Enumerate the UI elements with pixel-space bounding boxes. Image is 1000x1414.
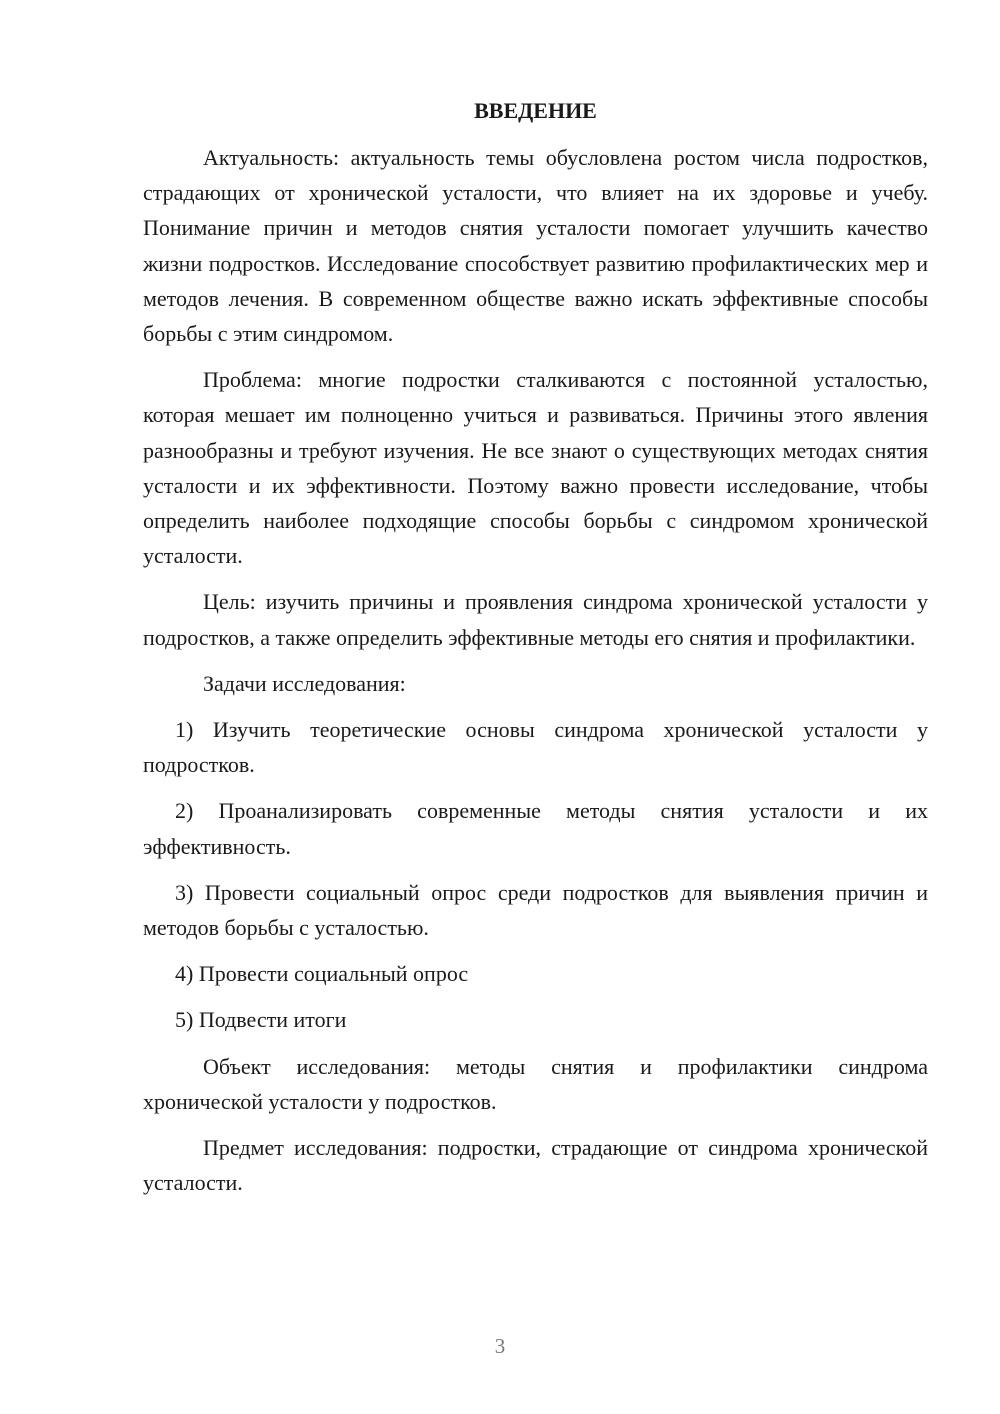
task-text: Изучить теоретические основы синдрома хронической усталости у подростков. <box>143 717 929 778</box>
task-item-3 <box>143 875 928 945</box>
problem-paragraph: Проблема: многие подростки сталкиваются с постоянной усталостью, которая мешает им полноценно учиться и развиваться. Причины этого явления разнообразны и требуют изучения. Не все знают о существующих методах снятия усталости и их эффективности. Поэтому важно провести исследование, чтобы определить наиболее подходящие способы борьбы с синдромом хронической усталости. <box>143 367 928 569</box>
task-number: 4) <box>175 961 194 987</box>
object-paragraph: Объект исследования: методы снятия и профилактики синдрома хронической усталости у подростков. <box>143 1053 928 1114</box>
tasks-heading: Задачи исследования: <box>203 670 406 696</box>
task-number: 2) <box>175 798 194 824</box>
page-title: ВВЕДЕНИЕ <box>474 98 597 123</box>
task-item-1 <box>143 712 928 782</box>
task-item-5 <box>143 1002 928 1037</box>
page-number: 3 <box>494 1334 506 1358</box>
task-text: Подвести итоги <box>198 1007 347 1033</box>
task-text: Провести социальный опрос среди подростков для выявления причин и методов борьбы с усталостью. <box>143 879 928 941</box>
task-text: Проанализировать современные методы снятия усталости и их эффективность. <box>143 798 928 859</box>
task-item-4 <box>143 956 928 991</box>
task-item-2 <box>143 793 928 863</box>
task-text: Провести социальный опрос <box>198 961 469 987</box>
subject-paragraph: Предмет исследования: подростки, страдающие от синдрома хронической усталости. <box>143 1135 928 1196</box>
task-number: 5) <box>175 1007 194 1033</box>
goal-paragraph: Цель: изучить причины и проявления синдрома хронической усталости у подростков, а также определить эффективные методы его снятия и профилактики. <box>143 589 928 650</box>
task-number: 1) <box>175 717 194 743</box>
relevance-paragraph: Актуальность: актуальность темы обусловлена ростом числа подростков, страдающих от хронической усталости, что влияет на их здоровье и учебу. Понимание причин и методов снятия усталости помогает улучшить качество жизни подростков. Исследование способствует развитию профилактических мер и методов лечения. В современном обществе важно искать эффективные способы борьбы с этим синдромом. <box>143 145 928 347</box>
task-number: 3) <box>175 879 194 905</box>
document-body <box>143 96 928 1211</box>
